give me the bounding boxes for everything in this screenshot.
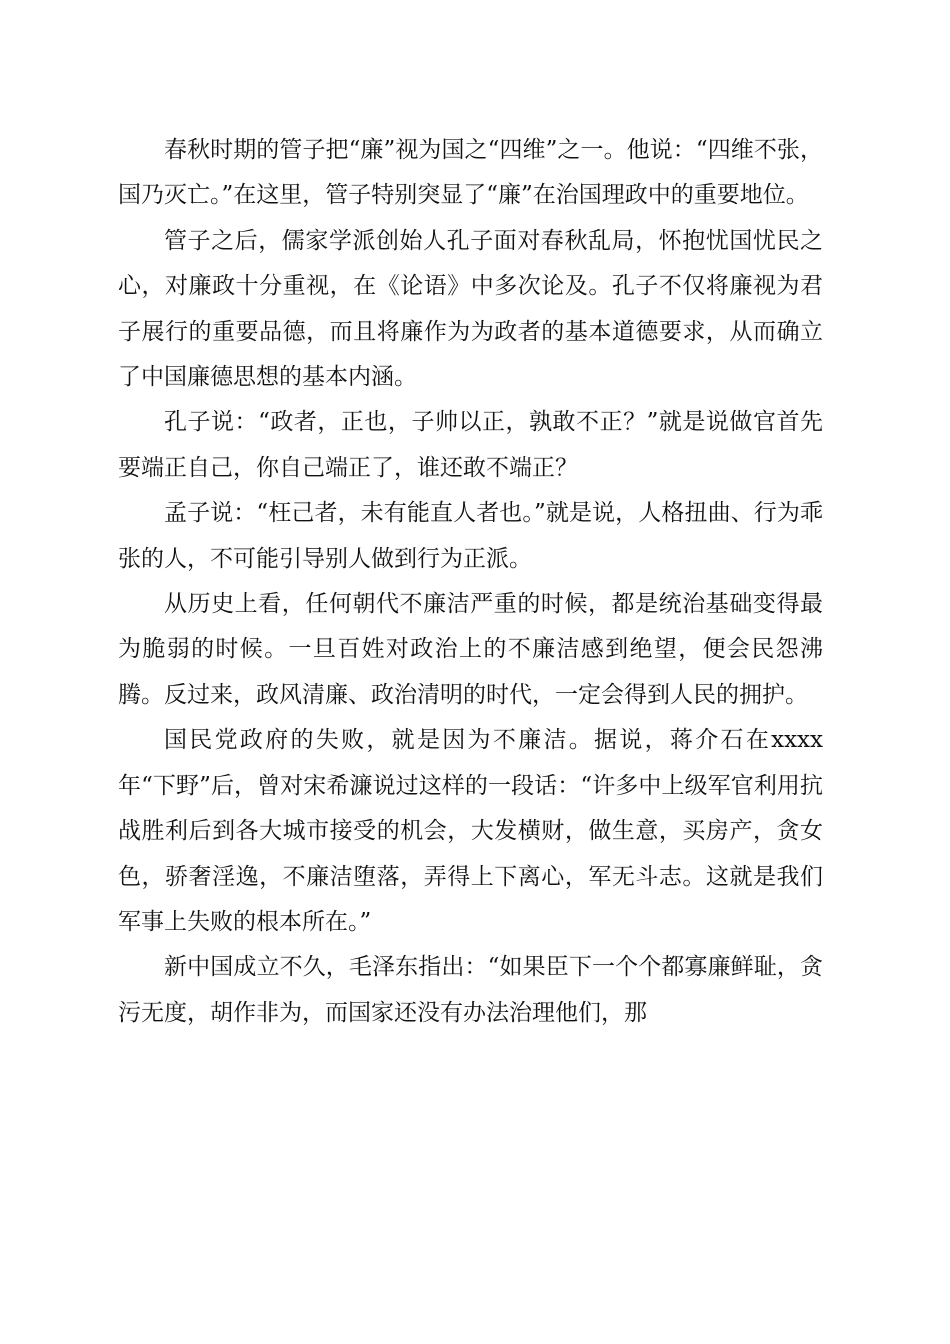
paragraph-history-view: 从历史上看，任何朝代不廉洁严重的时候，都是统治基础变得最为脆弱的时候。一旦百姓对政治上的不廉洁感到绝望，便会民怨沸腾。反过来，政风清廉、政治清明的时代，一定会得到人民的拥护。	[118, 591, 823, 708]
paragraph-mencius-quote: 孟子说：“枉己者，未有能直人者也。”就是说，人格扭曲、行为乖张的人，不可能引导别人做到行为正派。	[118, 500, 823, 572]
paragraph-kmt-failure: 国民党政府的失败，就是因为不廉洁。据说，蒋介石在xxxx年“下野”后，曾对宋希濂说过这样的一段话：“许多中上级军官利用抗战胜利后到各大城市接受的机会，大发横财，做生意，买房产，贪女色，骄奢淫逸，不廉洁堕落，弄得上下离心，军无斗志。这就是我们军事上失败的根本所在。”	[118, 727, 823, 935]
paragraph-confucius-quote: 孔子说：“政者，正也，子帅以正，孰敢不正？”就是说做官首先要端正自己，你自己端正了，谁还敢不端正？	[118, 409, 823, 481]
paragraph-guanzi-siwei: 春秋时期的管子把“廉”视为国之“四维”之一。他说：“四维不张，国乃灭亡。”在这里，管子特别突显了“廉”在治国理政中的重要地位。	[118, 137, 823, 209]
paragraph-mao-quote: 新中国成立不久，毛泽东指出：“如果臣下一个个都寡廉鲜耻，贪污无度，胡作非为，而国家还没有办法治理他们，那	[118, 954, 823, 1026]
document-body	[118, 128, 823, 1036]
paragraph-confucius-lunyu: 管子之后，儒家学派创始人孔子面对春秋乱局，怀抱忧国忧民之心，对廉政十分重视，在《论语》中多次论及。孔子不仅将廉视为君子展行的重要品德，而且将廉作为为政者的基本道德要求，从而确立了中国廉德思想的基本内涵。	[118, 227, 823, 391]
